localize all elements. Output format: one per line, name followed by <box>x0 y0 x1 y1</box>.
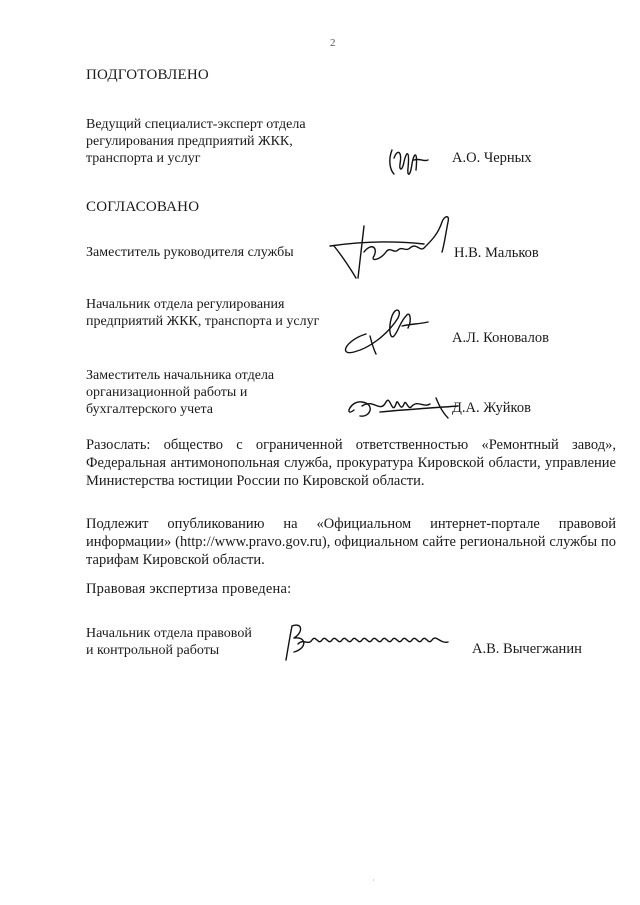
signature-konovalov <box>336 294 436 360</box>
agreed-heading: СОГЛАСОВАНО <box>86 199 200 215</box>
signature-vychegzhanin <box>280 618 460 666</box>
agreed-role-1: Заместитель руководителя службы <box>86 245 294 260</box>
footer-mark: · <box>372 876 375 885</box>
prepared-name: А.О. Черных <box>452 150 532 166</box>
agreed-name-3: Д.А. Жуйков <box>452 400 531 416</box>
distribution-paragraph: Разослать: общество с ограниченной ответственностью «Ремонтный завод», Федеральная антимонопольная служба, прокуратура Кировской области, управление Министерства юстиции России по Кировской области. <box>86 437 616 489</box>
agreed-name-1: Н.В. Мальков <box>454 245 539 261</box>
legal-name: А.В. Вычегжанин <box>472 641 582 657</box>
prepared-role: Ведущий специалист-эксперт отдела регулирования предприятий ЖКК, транспорта и услуг <box>86 117 306 166</box>
page-number: 2 <box>330 37 336 49</box>
publication-paragraph: Подлежит опубликованию на «Официальном интернет-портале правовой информации» (http://www.pravo.gov.ru), официальном сайте региональной службы по тарифам Кировской области. <box>86 516 616 568</box>
agreed-role-3: Заместитель начальника отдела организационной работы и бухгалтерского учета <box>86 368 275 417</box>
agreed-role-2: Начальник отдела регулирования предприятий ЖКК, транспорта и услуг <box>86 297 320 329</box>
signature-malkov <box>328 212 468 294</box>
signature-zhuikov <box>340 388 466 424</box>
prepared-heading: ПОДГОТОВЛЕНО <box>86 67 209 83</box>
legal-role: Начальник отдела правовой и контрольной работы <box>86 626 252 658</box>
agreed-name-2: А.Л. Коновалов <box>452 330 549 346</box>
signature-chernykh <box>384 140 434 184</box>
legal-note: Правовая экспертиза проведена: <box>86 581 292 597</box>
